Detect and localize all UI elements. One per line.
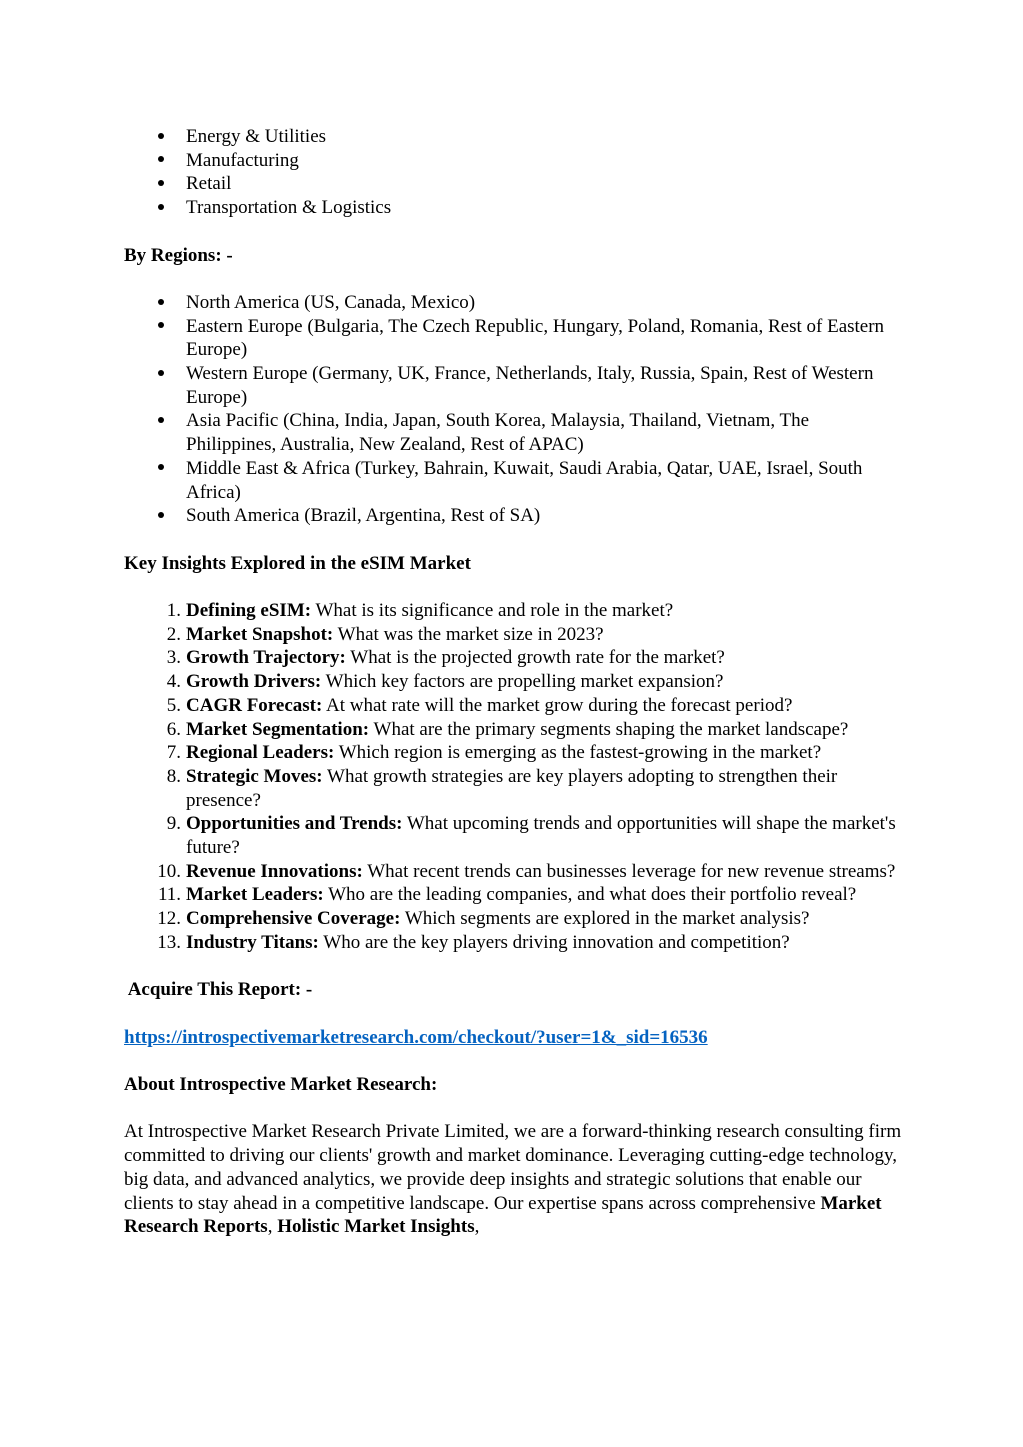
insight-term: Regional Leaders: [186,742,335,764]
list-item [124,172,904,196]
list-item [124,457,904,504]
insight-text: Who are the leading companies, and what does their portfolio reveal? [323,884,857,906]
bullet-icon [154,125,168,149]
list-number: 13. [157,931,181,953]
insight-term: Defining eSIM: [186,600,312,621]
insight-term: Revenue Innovations: [186,860,363,882]
bullet-icon [154,315,168,339]
list-item [124,125,904,149]
list-number: 7. [166,742,181,764]
insight-text: Which segments are explored in the market analysis? [400,908,810,930]
list-item-text: Transportation & Logistics [186,197,392,219]
list-item [124,860,904,884]
about-bold-term: Market Research Reports [124,1192,882,1238]
insight-text: What are the primary segments shaping the market landscape? [369,718,849,740]
insight-term: Growth Drivers: [186,671,322,693]
document-content [124,125,904,1239]
list-number: 2. [166,623,181,645]
about-paragraph [124,1120,904,1239]
insight-term: Industry Titans: [186,931,319,953]
list-number: 4. [166,671,181,693]
about-heading: About Introspective Market Research: [124,1074,438,1096]
insight-term: Market Snapshot: [186,623,334,645]
bullet-icon [154,409,168,433]
insights-list [124,599,904,955]
insight-term: Comprehensive Coverage: [186,908,401,930]
list-number: 9. [166,813,181,835]
bullet-icon [154,196,168,220]
insight-text: What upcoming trends and opportunities will shape the market's future? [186,813,896,859]
insight-term: Market Segmentation: [186,718,370,740]
list-item [124,812,904,859]
industries-list [124,125,904,220]
bullet-icon [154,172,168,196]
list-item-text: Retail [186,173,232,195]
list-number: 6. [166,718,181,740]
insight-text: At what rate will the market grow during the forecast period? [322,694,793,716]
insight-text: What is its significance and role in the market? [311,600,674,621]
list-item [124,907,904,931]
list-item [124,646,904,670]
about-separator: , [267,1216,278,1238]
list-item-text: Eastern Europe (Bulgaria, The Czech Republic, Hungary, Poland, Romania, Rest of Eastern Europe) [186,315,885,361]
list-item [124,599,904,623]
list-item [124,718,904,742]
insight-text: What recent trends can businesses leverage for new revenue streams? [362,860,896,882]
acquire-heading: Acquire This Report: - [124,979,313,1001]
bullet-icon [154,457,168,481]
regions-heading: By Regions: - [124,244,233,266]
list-item [124,291,904,315]
list-item-text: Energy & Utilities [186,126,327,147]
insight-term: CAGR Forecast: [186,694,323,716]
list-number: 3. [166,647,181,669]
list-item [124,883,904,907]
bullet-icon [154,149,168,173]
list-item [124,623,904,647]
list-item [124,694,904,718]
bullet-icon [154,362,168,386]
insight-text: What was the market size in 2023? [333,623,604,645]
list-item-text: Asia Pacific (China, India, Japan, South Korea, Malaysia, Thailand, Vietnam, The Philippines, Australia, New Zealand, Rest of APAC) [186,410,810,456]
list-item-text: Middle East & Africa (Turkey, Bahrain, Kuwait, Saudi Arabia, Qatar, UAE, Israel, South Africa) [186,457,863,503]
insights-heading: Key Insights Explored in the eSIM Market [124,552,471,574]
list-number: 8. [166,765,181,787]
list-item [124,504,904,528]
insight-term: Growth Trajectory: [186,647,346,669]
list-item [124,362,904,409]
checkout-link[interactable]: https://introspectivemarketresearch.com/checkout/?user=1&_sid=16536 [124,1026,708,1048]
list-item-text: Western Europe (Germany, UK, France, Netherlands, Italy, Russia, Spain, Rest of Western Europe) [186,363,874,408]
list-item [124,149,904,173]
about-text: At Introspective Market Research Private Limited, we are a forward-thinking research consulting firm committed to driving our clients' growth and market dominance. Leveraging cutting-edge technology, big data, and advanced analytics, we provide deep insights and strategic solutions that enable our clients to stay ahead in a competitive landscape. Our expertise spans across comprehensive [124,1121,902,1214]
acquire-link-row [124,1026,904,1050]
list-number: 10. [157,860,181,882]
insight-term: Market Leaders: [186,884,324,906]
about-bold-term: Holistic Market Insights [277,1216,475,1238]
list-item-text: Manufacturing [186,149,299,171]
bullet-icon [154,504,168,528]
list-item [124,196,904,220]
insight-text: Which region is emerging as the fastest-growing in the market? [334,742,822,764]
insight-text: Which key factors are propelling market expansion? [321,671,724,693]
list-item-text: North America (US, Canada, Mexico) [186,291,476,313]
list-number: 11. [157,884,181,906]
about-tail: , [474,1216,480,1238]
regions-list [124,291,904,528]
insight-term: Opportunities and Trends: [186,813,403,835]
insight-term: Strategic Moves: [186,765,323,787]
list-item [124,765,904,812]
list-item [124,741,904,765]
list-item-text: South America (Brazil, Argentina, Rest of SA) [186,505,541,527]
list-number: 1. [166,600,181,621]
list-item [124,315,904,362]
list-number: 12. [157,908,181,930]
bullet-icon [154,291,168,315]
list-item [124,670,904,694]
list-number: 5. [166,694,181,716]
insight-text: What growth strategies are key players adopting to strengthen their presence? [186,765,838,811]
list-item [124,409,904,456]
insight-text: What is the projected growth rate for the market? [345,647,725,669]
insight-text: Who are the key players driving innovation and competition? [318,931,790,953]
list-item [124,931,904,955]
